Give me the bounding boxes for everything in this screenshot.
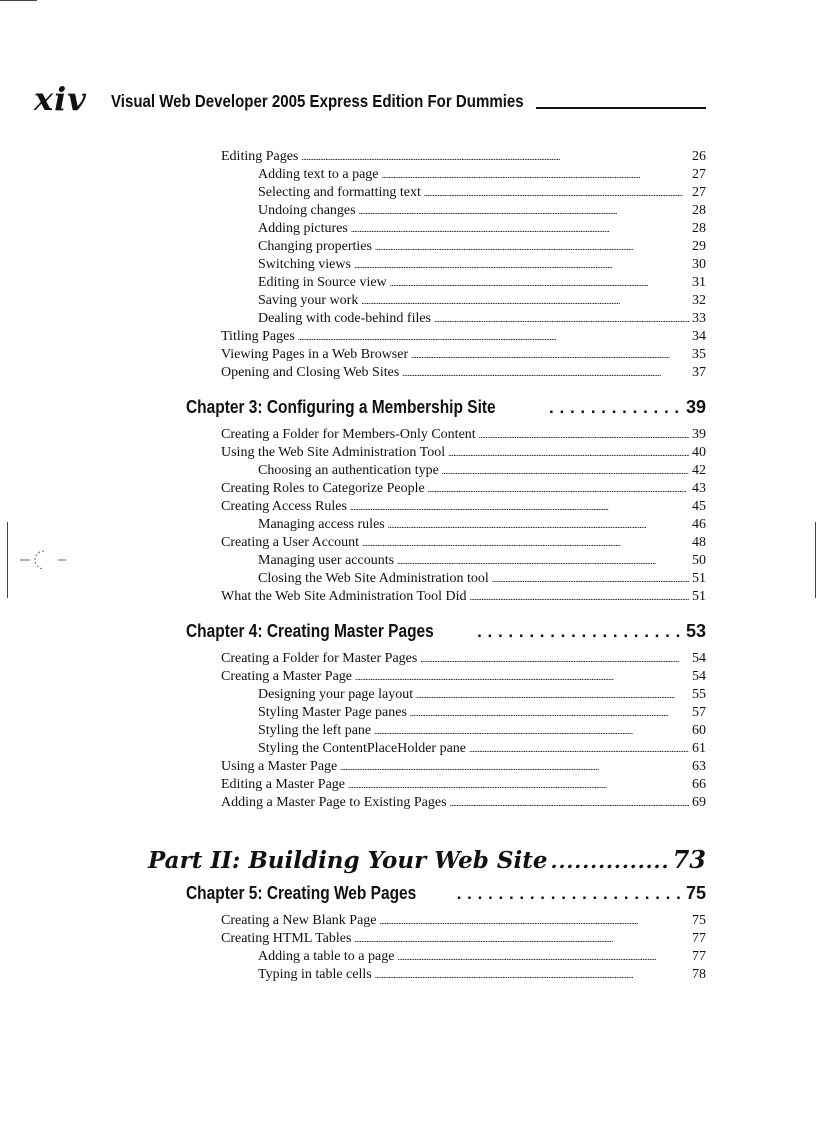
toc-entry [258, 966, 706, 984]
toc-entry [221, 650, 706, 668]
crop-mark-left [7, 522, 8, 598]
toc-leader-dots [359, 202, 689, 220]
toc-entry [258, 202, 706, 220]
toc-label: Using a Master Page [221, 759, 338, 774]
toc-page-number: 48 [692, 535, 706, 550]
toc-leader-dots [402, 364, 689, 382]
toc-label: Managing access rules [258, 517, 385, 532]
toc-entry [221, 346, 706, 364]
toc-label: Opening and Closing Web Sites [221, 365, 400, 380]
toc-leader-dots [420, 650, 689, 668]
toc-leader-dots [434, 310, 689, 328]
toc-entry [258, 552, 706, 570]
toc-page-number: 53 [685, 621, 706, 641]
toc-entry [258, 310, 706, 328]
toc-entry [258, 722, 706, 740]
toc-leader-dots [416, 686, 689, 704]
toc-page-number: 39 [692, 427, 706, 442]
toc-label: Adding a Master Page to Existing Pages [221, 795, 447, 810]
toc-leader-dots [390, 274, 689, 292]
toc-entry [258, 166, 706, 184]
toc-label: Styling the left pane [258, 723, 372, 738]
toc-leader-dots [354, 930, 689, 948]
toc-leader-dots [301, 148, 689, 166]
toc-page-number: 61 [692, 741, 706, 756]
toc-entry [221, 328, 706, 346]
toc-leader-dots [348, 776, 689, 794]
toc-entry [258, 740, 706, 758]
toc-label: Switching views [258, 257, 351, 272]
toc-entry [221, 480, 706, 498]
toc-label: Adding a table to a page [258, 949, 395, 964]
toc-page-number: 29 [692, 239, 706, 254]
toc-label: Editing in Source view [258, 275, 387, 290]
toc-entry [221, 444, 706, 462]
toc-label: Creating a Folder for Members-Only Content [221, 427, 476, 442]
toc-label: Typing in table cells [258, 967, 372, 982]
toc-page-number: 28 [692, 203, 706, 218]
toc-page-number: 60 [692, 723, 706, 738]
toc-entry [258, 516, 706, 534]
toc-label: Editing a Master Page [221, 777, 346, 792]
toc-page-number: 33 [692, 311, 706, 326]
toc-page-number: 51 [692, 571, 706, 586]
toc-entry [258, 462, 706, 480]
toc-page-number: 35 [692, 347, 706, 362]
crop-mark-top [0, 0, 37, 1]
toc-page-number: 46 [692, 517, 706, 532]
toc-label: Titling Pages [221, 329, 295, 344]
toc-label: Managing user accounts [258, 553, 395, 568]
toc-leader-dots [411, 346, 689, 364]
toc-page-number: 42 [692, 463, 706, 478]
toc-leader-dots [424, 184, 689, 202]
running-title: Visual Web Developer 2005 Express Edition For Dummies [111, 91, 524, 111]
toc-page-number: 43 [692, 481, 706, 496]
toc-page-number: 66 [692, 777, 706, 792]
toc-part-heading [148, 842, 706, 878]
toc-entry [258, 274, 706, 292]
toc-leader-dots [382, 166, 689, 184]
toc-page-number: 27 [692, 185, 706, 200]
toc-label: Choosing an authentication type [258, 463, 439, 478]
toc-label: Closing the Web Site Administration tool [258, 571, 489, 586]
toc-page-number: 54 [692, 669, 706, 684]
toc-leader-dots [549, 395, 683, 421]
toc-page-number: 51 [692, 589, 706, 604]
toc-leader-dots [428, 480, 689, 498]
toc-label: Designing your page layout [258, 687, 414, 702]
toc-entry [221, 588, 706, 606]
toc-page-number: 45 [692, 499, 706, 514]
toc-label: Chapter 4: Creating Master Pages [186, 621, 434, 641]
toc-page-number: 32 [692, 293, 706, 308]
toc-leader-dots [375, 966, 689, 984]
toc-entry [221, 534, 706, 552]
toc-label: Undoing changes [258, 203, 356, 218]
toc-leader-dots [350, 498, 689, 516]
toc-entry [258, 184, 706, 202]
toc-label: Using the Web Site Administration Tool [221, 445, 446, 460]
toc-leader-dots [388, 516, 689, 534]
toc-label: Saving your work [258, 293, 359, 308]
toc-chapter-heading [186, 618, 706, 644]
toc-page-number: 77 [692, 931, 706, 946]
toc-entry [221, 912, 706, 930]
toc-label: Changing properties [258, 239, 372, 254]
toc-chapter-heading [186, 880, 706, 906]
toc-page-number: 73 [672, 845, 706, 874]
toc-label: Adding pictures [258, 221, 348, 236]
toc-leader-dots [477, 619, 683, 645]
toc-page-number: 55 [692, 687, 706, 702]
toc-label: Creating a User Account [221, 535, 360, 550]
toc-entry [258, 292, 706, 310]
toc-page-number: 26 [692, 149, 706, 164]
toc-page-number: 27 [692, 167, 706, 182]
toc-leader-dots [551, 843, 670, 879]
toc-leader-dots [374, 722, 689, 740]
registration-mark-icon [20, 548, 68, 572]
toc-entry [221, 426, 706, 444]
toc-entry [221, 364, 706, 382]
toc-page-number: 50 [692, 553, 706, 568]
header-rule [536, 107, 706, 109]
toc-leader-dots [469, 740, 689, 758]
toc-page-number: 31 [692, 275, 706, 290]
toc-entry [258, 238, 706, 256]
toc-chapter-heading [186, 394, 706, 420]
toc-entry [258, 256, 706, 274]
toc-leader-dots [355, 668, 689, 686]
toc-label: Part II: Building Your Web Site [148, 847, 548, 874]
toc-entry [221, 148, 706, 166]
toc-label: Creating Access Rules [221, 499, 347, 514]
toc-label: Creating Roles to Categorize People [221, 481, 425, 496]
toc-label: Editing Pages [221, 149, 299, 164]
toc-leader-dots [375, 238, 689, 256]
toc-label: Adding text to a page [258, 167, 379, 182]
toc-entry [221, 758, 706, 776]
toc-entry [258, 570, 706, 588]
toc-leader-dots [397, 948, 689, 966]
toc-label: Viewing Pages in a Web Browser [221, 347, 409, 362]
toc-page-number: 57 [692, 705, 706, 720]
toc-page-number: 75 [685, 883, 706, 903]
toc-page-number: 34 [692, 329, 706, 344]
toc-leader-dots [380, 912, 689, 930]
toc-page-number: 69 [692, 795, 706, 810]
toc-label: Styling the ContentPlaceHolder pane [258, 741, 467, 756]
toc-label: What the Web Site Administration Tool Did [221, 589, 467, 604]
toc-leader-dots [362, 534, 689, 552]
toc-label: Selecting and formatting text [258, 185, 421, 200]
toc-page-number: 39 [685, 397, 706, 417]
toc-leader-dots [469, 588, 689, 606]
toc-leader-dots [410, 704, 689, 722]
toc-label: Creating a Folder for Master Pages [221, 651, 418, 666]
toc-entry [258, 704, 706, 722]
toc-leader-dots [361, 292, 689, 310]
toc-page-number: 37 [692, 365, 706, 380]
toc-leader-dots [340, 758, 689, 776]
toc-entry [221, 776, 706, 794]
toc-page-number: 75 [692, 913, 706, 928]
toc-leader-dots [450, 794, 689, 812]
toc-leader-dots [492, 570, 689, 588]
toc-page-number: 54 [692, 651, 706, 666]
toc-page-number: 77 [692, 949, 706, 964]
toc-label: Chapter 5: Creating Web Pages [186, 883, 417, 903]
toc-entry [221, 930, 706, 948]
toc-entry [221, 668, 706, 686]
toc-leader-dots [479, 426, 689, 444]
toc-label: Creating HTML Tables [221, 931, 352, 946]
toc-label: Creating a New Blank Page [221, 913, 377, 928]
toc-label: Chapter 3: Configuring a Membership Site [186, 397, 496, 417]
toc-leader-dots [442, 462, 689, 480]
toc-leader-dots [397, 552, 689, 570]
toc-leader-dots [354, 256, 689, 274]
toc-leader-dots [351, 220, 689, 238]
toc-entry [221, 794, 706, 812]
toc-entry [258, 948, 706, 966]
toc-label: Styling Master Page panes [258, 705, 407, 720]
toc-page-number: 63 [692, 759, 706, 774]
page-folio: xiv [34, 80, 87, 118]
toc-page-number: 78 [692, 967, 706, 982]
toc-page-number: 40 [692, 445, 706, 460]
toc-page-number: 28 [692, 221, 706, 236]
toc-entry [258, 220, 706, 238]
toc-entry [258, 686, 706, 704]
toc-leader-dots [448, 444, 689, 462]
toc-page-number: 30 [692, 257, 706, 272]
toc-label: Creating a Master Page [221, 669, 353, 684]
toc-leader-dots [457, 881, 683, 907]
toc-leader-dots [298, 328, 689, 346]
toc-label: Dealing with code-behind files [258, 311, 432, 326]
toc-entry [221, 498, 706, 516]
